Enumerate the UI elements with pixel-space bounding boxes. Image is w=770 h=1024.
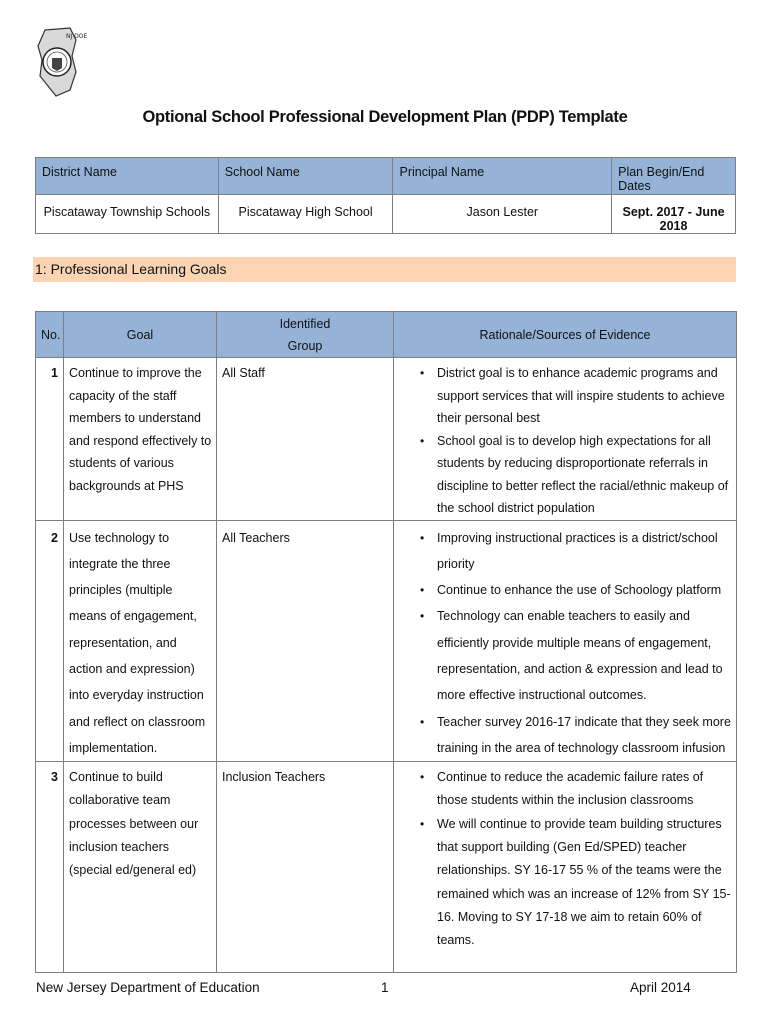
rationale-item: • Continue to reduce the academic failure rates of those students within the inclusion classrooms: [437, 766, 732, 813]
district-name-header: District Name: [36, 158, 219, 195]
principal-name-value: Jason Lester: [393, 195, 612, 234]
plan-dates-value: Sept. 2017 - June 2018: [612, 195, 736, 234]
goal-number: 2: [36, 520, 64, 762]
goals-table: [35, 311, 737, 973]
goal-number: 1: [36, 358, 64, 521]
rationale-item: • Technology can enable teachers to easily and efficiently provide multiple means of engagement, representation, and action & expression and lead to more effective instructional outcomes.: [437, 603, 732, 708]
rationale-item: • We will continue to provide team building structures that support building (Gen Ed/SPED) teacher relationships. SY 16-17 55 % of the teams were the remained which was an increase of 12% from SY 15-16. Moving to SY 17-18 we aim to retain 60% of teams.: [437, 813, 732, 953]
goal-text: Use technology to integrate the three principles (multiple means of engagement, representation, and action and expression) into everyday instruction and reflect on classroom implementation.: [64, 520, 217, 762]
goal-number: 3: [36, 762, 64, 973]
rationale-item: • Continue to enhance the use of Schoology platform: [437, 577, 732, 603]
rationale-cell: [394, 358, 737, 521]
table-row: [36, 358, 737, 521]
table-row: [36, 520, 737, 762]
school-name-value: Piscataway High School: [218, 195, 393, 234]
table-row: [36, 762, 737, 973]
info-table: [35, 157, 736, 234]
rationale-cell: [394, 762, 737, 973]
section-heading: 1: Professional Learning Goals: [33, 257, 736, 282]
identified-group: Inclusion Teachers: [217, 762, 394, 973]
footer-organization: New Jersey Department of Education: [36, 980, 260, 995]
nj-doe-seal-logo: [36, 26, 88, 98]
page-title: Optional School Professional Development Plan (PDP) Template: [142, 108, 628, 126]
school-name-header: School Name: [218, 158, 393, 195]
identified-group-column-header: Identified Group: [217, 312, 394, 358]
rationale-item: • District goal is to enhance academic programs and support services that will inspire students to achieve their personal best: [437, 362, 732, 430]
footer-date: April 2014: [630, 980, 691, 995]
district-name-value: Piscataway Township Schools: [36, 195, 219, 234]
goal-text: Continue to improve the capacity of the staff members to understand and respond effectively to students of various backgrounds at PHS: [64, 358, 217, 521]
principal-name-header: Principal Name: [393, 158, 612, 195]
logo-text: NJ DOE: [66, 33, 88, 40]
rationale-column-header: Rationale/Sources of Evidence: [394, 312, 737, 358]
plan-dates-header: Plan Begin/End Dates: [612, 158, 736, 195]
goal-column-header: Goal: [64, 312, 217, 358]
rationale-cell: [394, 520, 737, 762]
rationale-item: • Teacher survey 2016-17 indicate that they seek more training in the area of technology classroom infusion: [437, 709, 732, 762]
identified-group: All Staff: [217, 358, 394, 521]
identified-group: All Teachers: [217, 520, 394, 762]
footer-page-number: 1: [381, 980, 389, 995]
rationale-item: • Improving instructional practices is a district/school priority: [437, 525, 732, 578]
no-column-header: No.: [36, 312, 64, 358]
goal-text: Continue to build collaborative team processes between our inclusion teachers (special ed/general ed): [64, 762, 217, 973]
rationale-item: • School goal is to develop high expectations for all students by reducing disproportionate referrals in discipline to better reflect the racial/ethnic makeup of the school district population: [437, 430, 732, 520]
